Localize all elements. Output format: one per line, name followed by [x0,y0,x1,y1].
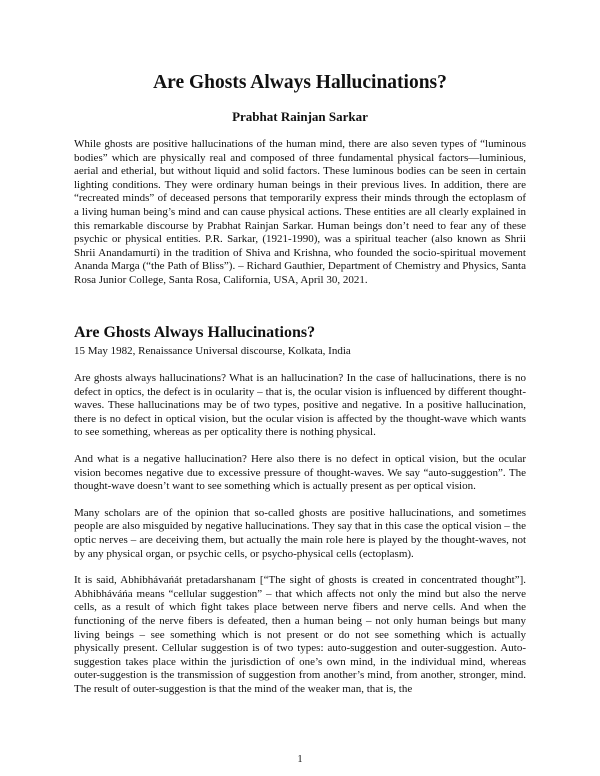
body-paragraph: Many scholars are of the opinion that so-called ghosts are positive hallucinations, and sometimes people are also misguided by negative hallucinations. They say that in this case the optical vision – the optic nerves – are deceiving them, but actually the main role here is played by the thought-waves, not by any physical organ, or psychic cells, or psycho-physical cells (ectoplasm). [74,506,526,560]
page-number: 1 [297,754,303,765]
document-title: Are Ghosts Always Hallucinations? [153,72,447,93]
body-paragraph: It is said, Abhibhávańát pretadarshanam [“The sight of ghosts is created in concentrated thought”]. Abhibháváńa means “cellular suggestion” – that which affects not only the mind but also the nerve cells, as a result of which fight takes place between nerve fibers and nerve cells. And when the functioning of the nerve fibers is defeated, then a human being – not only human beings but many living beings – see something which is not present or do not see something which is actually physically present. Cellular suggestion is of two types: auto-suggestion and outer-suggestion. Auto-suggestion takes place within the jurisdiction of one’s own mind, in the individual mind, whereas outer-suggestion is the transmission of suggestion from another’s mind, from another, stronger, mind. The result of outer-suggestion is that the mind of the weaker man, that is, the [74,574,526,695]
body-paragraph: Are ghosts always hallucinations? What is an hallucination? In the case of hallucinations, there is no defect in optics, the defect is in ocularity – that is, the ocular vision is influenced by different thought-waves. These hallucinations may be of two types, positive and negative. In a positive hallucination, there is no defect in optical vision, but the ocular vision is affected by the thought-wave which wants to see something, whereas as per opticality there is nothing physical. [74,372,526,439]
author-name: Prabhat Rainjan Sarkar [232,109,368,124]
section-heading: Are Ghosts Always Hallucinations? [74,324,316,341]
body-text [74,372,526,709]
discourse-dateline: 15 May 1982, Renaissance Universal discourse, Kolkata, India [74,345,351,357]
abstract-paragraph: While ghosts are positive hallucinations of the human mind, there are also seven types of “luminous bodies” which are physically real and composed of three fundamental physical factors—luminious, aerial and etherial, but without liquid and solid factors. These luminous bodies can be seen in certain lighting conditions. They were ordinary human beings in their previous lives. In addition, there are “recreated minds” of deceased persons that temporarily express their minds through the ectoplasm of a living human being’s mind and can cause physical actions. These entities are all clearly explained in this remarkable discourse by Prabhat Rainjan Sarkar. Human beings don’t need to fear any of these psychic or physical entities. P.R. Sarkar, (1921-1990), was a spiritual teacher (also known as Shrii Shrii Anandamurti) in the tradition of Shiva and Krishna, who founded the socio-spiritual movement Ananda Marga (“the Path of Bliss”). – Richard Gauthier, Department of Chemistry and Physics, Santa Rosa Junior College, Santa Rosa, California, USA, April 30, 2021. [74,138,526,286]
body-paragraph: And what is a negative hallucination? Here also there is no defect in optical vision, but the ocular vision becomes negative due to excessive pressure of thought-waves. We say “auto-suggestion”. The thought-wave doesn’t want to see something which is actually present as per optical vision. [74,452,526,493]
